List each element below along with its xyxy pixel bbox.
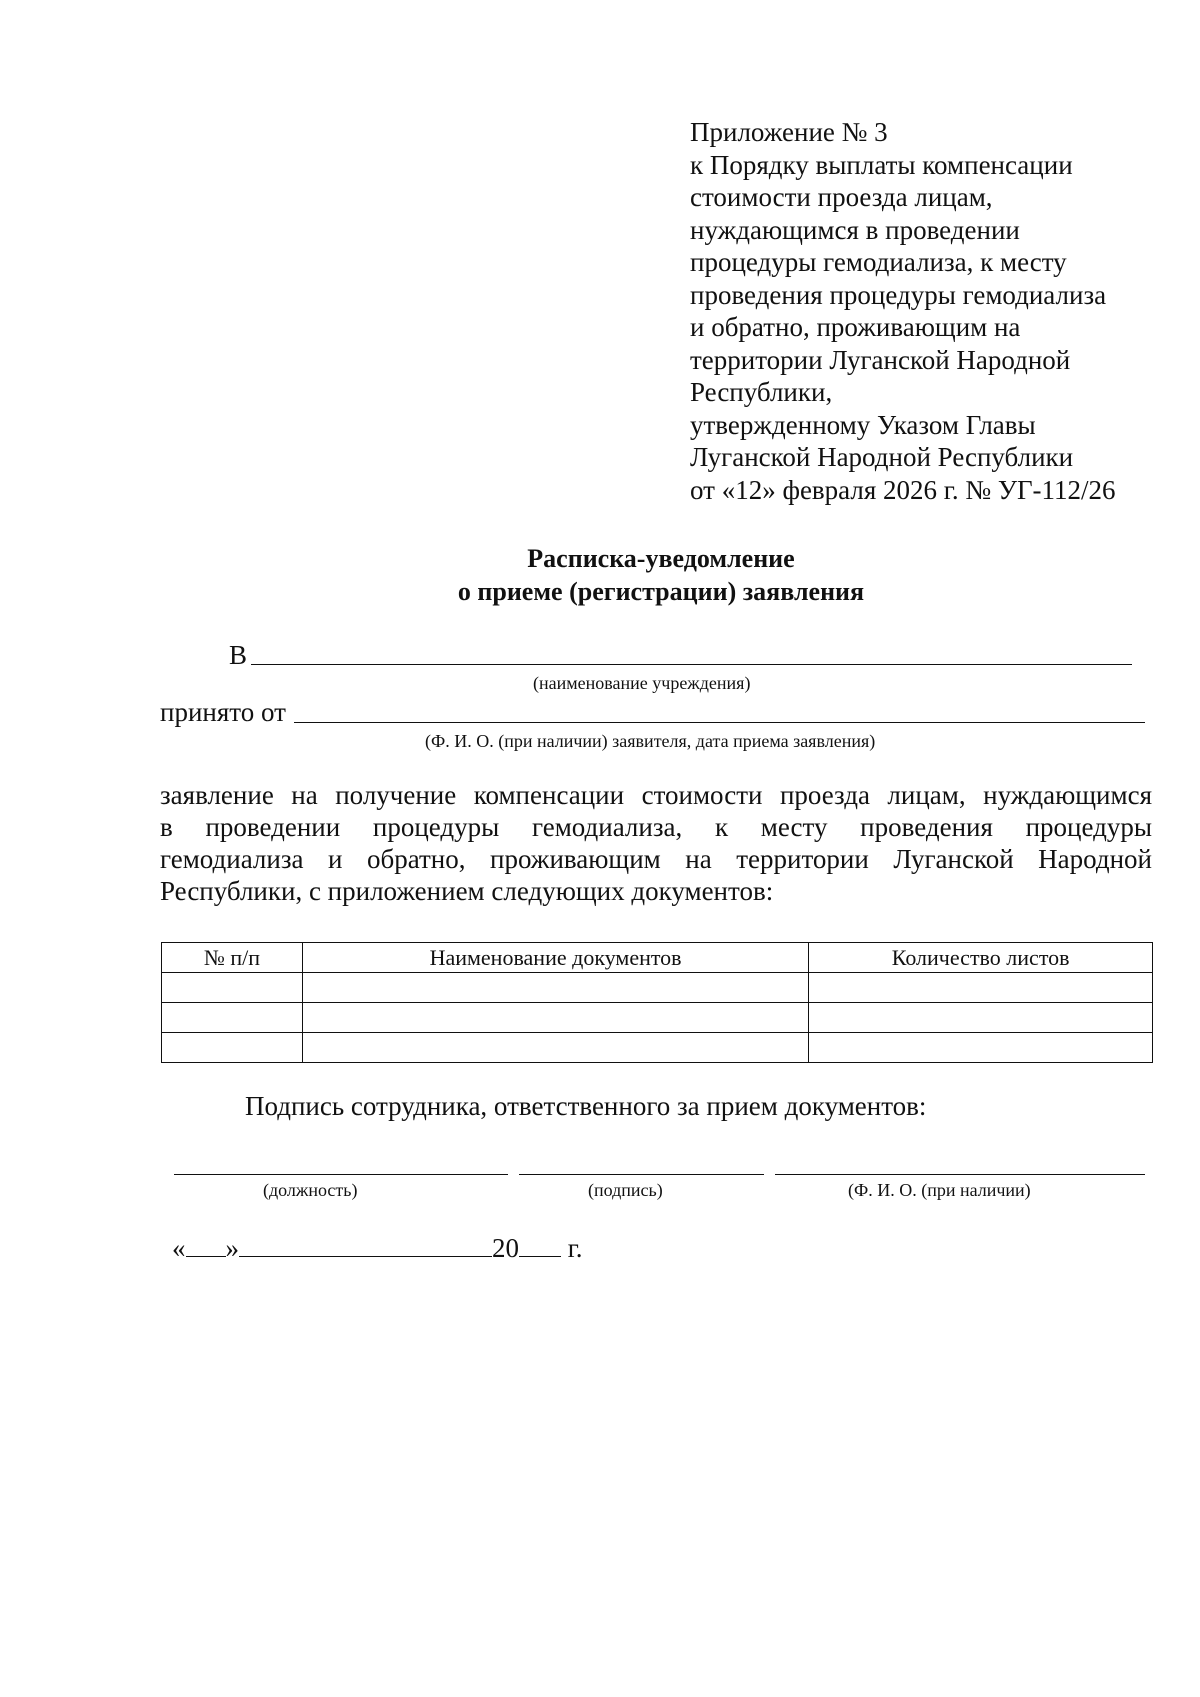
statement-line: заявление на получение компенсации стоимости проезда лицам, нуждающимся bbox=[160, 780, 1152, 810]
document-subtitle: о приеме (регистрации) заявления bbox=[457, 577, 865, 606]
appendix-line: и обратно, проживающим на bbox=[690, 312, 1021, 342]
document-title: Расписка-уведомление bbox=[527, 544, 795, 573]
applicant-caption: (Ф. И. О. (при наличии) заявителя, дата приема заявления) bbox=[425, 731, 876, 751]
column-header-document-name: Наименование документов bbox=[302, 943, 808, 973]
applicant-field[interactable] bbox=[294, 722, 1145, 723]
appendix-line: Приложение № 3 bbox=[690, 117, 888, 147]
table-row bbox=[162, 1003, 1153, 1033]
year-suffix: г. bbox=[567, 1233, 583, 1263]
year-prefix: 20 bbox=[492, 1233, 519, 1263]
statement-line: в проведении процедуры гемодиализа, к месту проведения процедуры bbox=[160, 812, 1152, 842]
institution-caption: (наименование учреждения) bbox=[533, 673, 751, 693]
table-cell[interactable] bbox=[302, 1033, 808, 1063]
appendix-line: к Порядку выплаты компенсации bbox=[690, 149, 1073, 180]
appendix-line: Луганской Народной Республики bbox=[690, 442, 1074, 472]
full-name-field[interactable] bbox=[775, 1174, 1145, 1175]
table-cell[interactable] bbox=[162, 973, 303, 1003]
table-cell[interactable] bbox=[162, 1033, 303, 1063]
appendix-line: территории Луганской Народной bbox=[690, 344, 1071, 375]
date-open-quote: « bbox=[172, 1233, 186, 1263]
appendix-reference bbox=[690, 116, 1170, 506]
date-close-quote: » bbox=[225, 1233, 239, 1263]
institution-field[interactable] bbox=[251, 664, 1132, 665]
statement-paragraph bbox=[160, 779, 1152, 907]
year-field[interactable] bbox=[519, 1230, 561, 1257]
appendix-line: от «12» февраля 2026 г. № УГ-112/26 bbox=[690, 474, 1116, 505]
signature-field[interactable] bbox=[519, 1174, 764, 1175]
month-field[interactable] bbox=[239, 1230, 492, 1257]
signature-title: Подпись сотрудника, ответственного за прием документов: bbox=[245, 1091, 927, 1121]
signature-caption: (подпись) bbox=[588, 1180, 663, 1200]
institution-prefix: В bbox=[229, 640, 248, 670]
table-header-row bbox=[162, 943, 1153, 973]
appendix-line: Республики, bbox=[690, 377, 833, 407]
position-field[interactable] bbox=[174, 1174, 508, 1175]
day-field[interactable] bbox=[186, 1230, 226, 1257]
documents-table bbox=[161, 942, 1153, 1063]
appendix-line: процедуры гемодиализа, к месту bbox=[690, 247, 1067, 277]
full-name-caption: (Ф. И. О. (при наличии) bbox=[848, 1180, 1031, 1200]
appendix-line: стоимости проезда лицам, bbox=[690, 182, 993, 212]
table-cell[interactable] bbox=[302, 1003, 808, 1033]
applicant-prefix: принято от bbox=[160, 697, 286, 727]
position-caption: (должность) bbox=[263, 1180, 358, 1200]
table-cell[interactable] bbox=[809, 1033, 1153, 1063]
appendix-line: утвержденному Указом Главы bbox=[690, 409, 1036, 440]
table-cell[interactable] bbox=[809, 1003, 1153, 1033]
column-header-number: № п/п bbox=[162, 943, 303, 973]
column-header-sheet-count: Количество листов bbox=[809, 943, 1153, 973]
table-row bbox=[162, 1033, 1153, 1063]
statement-line: гемодиализа и обратно, проживающим на территории Луганской Народной bbox=[160, 844, 1152, 874]
table-cell[interactable] bbox=[302, 973, 808, 1003]
table-cell[interactable] bbox=[809, 973, 1153, 1003]
date-line bbox=[172, 1230, 583, 1264]
table-row bbox=[162, 973, 1153, 1003]
appendix-line: проведения процедуры гемодиализа bbox=[690, 279, 1107, 310]
table-cell[interactable] bbox=[162, 1003, 303, 1033]
statement-line: Республики, с приложением следующих документов: bbox=[160, 876, 774, 906]
appendix-line: нуждающимся в проведении bbox=[690, 214, 1020, 245]
